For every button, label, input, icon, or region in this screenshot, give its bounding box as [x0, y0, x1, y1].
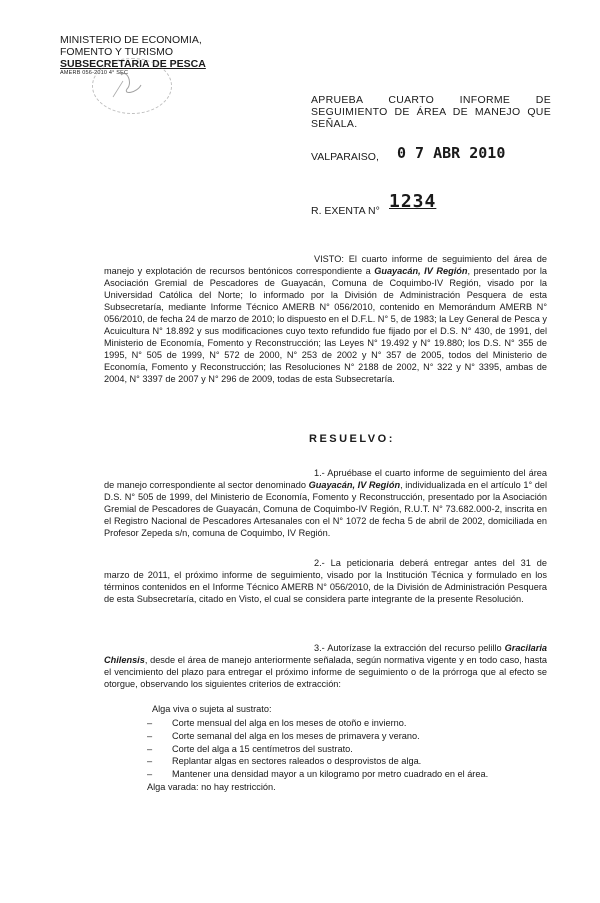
alga-viva-heading: Alga viva o sujeta al sustrato:	[152, 704, 272, 714]
resolution-point-2: 2.- La peticionaria deberá entregar antes del 31 de marzo de 2011, el próximo informe de seguimiento, visado por la Institución Técnica y formulado en los términos contenidos en el Informe Técnico AMERB N° 056/2010, de la División de Administración Pesquera de esta Subsecretaría, citado en Visto, el cual se considera parte integrante de la presente Resolución.	[104, 558, 547, 604]
ministry-name: MINISTERIO DE ECONOMIA,	[60, 34, 202, 46]
list-item: – Corte mensual del alga en los meses de otoño e invierno.	[147, 718, 407, 728]
ministry-subname: FOMENTO Y TURISMO	[60, 46, 173, 58]
file-reference: AMERB 056-2010 4° SEC	[60, 70, 129, 76]
resolution-point-3: 3.- Autorízase la extracción del recurso pelillo Gracilaria Chilensis, desde el área de manejo anteriormente señalada, según normativa vigente y en todo caso, hasta el vencimiento del plazo para entregar el próximo informe de seguimiento o de la prórroga que al efecto se otorgue, observando los siguientes criterios de extracción:	[104, 643, 547, 689]
city-label: VALPARAISO,	[311, 151, 379, 163]
subsecretaria-name: SUBSECRETARIA DE PESCA	[60, 58, 206, 70]
species-name: Gracilaria Chilensis	[104, 643, 547, 665]
exenta-label: R. EXENTA N°	[311, 205, 380, 217]
alga-varada-line: Alga varada: no hay restricción.	[147, 782, 276, 792]
exenta-number: 1234	[389, 191, 437, 212]
initials-stamp	[92, 58, 172, 114]
place-name: Guayacán, IV Región	[374, 266, 468, 276]
list-item: – Corte del alga a 15 centímetros del sustrato.	[147, 743, 353, 754]
list-item: – Mantener una densidad mayor a un kilogramo por metro cuadrado en el área.	[147, 769, 489, 780]
resolution-subject: APRUEBA CUARTO INFORME DE SEGUIMIENTO DE ÁREA DE MANEJO QUE SEÑALA.	[311, 94, 551, 130]
resuelvo-heading: RESUELVO:	[309, 433, 395, 445]
resolution-point-1: 1.- Apruébase el cuarto informe de seguimiento del área de manejo correspondiente al sector denominado Guayacán, IV Región, individualizada en el artículo 1° del D.S. N° 505 de 1999, del Ministerio de Economía, Fomento y Reconstrucción, presentado por la Asociación Gremial de Pescadores de Guayacán, Comuna de Coquimbo-IV Región, R.U.T. N° 73.682.000-2, inscrita en el Registro Nacional de Pescadores Artesanales con el N° 1072 de fecha 5 de abril de 2002, domiciliada en Profesor Zepeda s/n, comuna de Coquimbo, IV Región.	[104, 468, 548, 538]
date-stamp: 0 7 ABR 2010	[397, 144, 506, 162]
place-name: Guayacán, IV Región	[308, 480, 401, 490]
list-item: – Corte semanal del alga en los meses de primavera y verano.	[147, 730, 420, 741]
extraction-criteria-list	[147, 717, 532, 781]
visto-paragraph: VISTO: El cuarto informe de seguimiento del área de manejo y explotación de recursos bentónicos correspondiente a Guayacán, IV Región, presentado por la Asociación Gremial de Pescadores de Guayacán, Comuna de Coquimbo-IV Región, visado por la Universidad Católica del Norte; lo informado por la División de Administración Pesquera de esta Subsecretaría, mediante Informe Técnico AMERB N° 056/2010, contenido en Memorándum AMERB N° 056/2010, de fecha 24 de marzo de 2010; lo dispuesto en el D.F.L. N° 5, de 1983; la Ley General de Pesca y Acuicultura N° 18.892 y sus modificaciones cuyo texto refundido fue fijado por el D.S. N° 430, de 1991, del Ministerio de Economía, Fomento y Reconstrucción; las Leyes N° 19.492 y N° 19.880; los D.S. N° 355 de 1995, N° 505 de 1999, N° 572 de 2000, N° 253 de 2002 y N° 357 de 2005, todos del Ministerio de Economía, Fomento y Reconstrucción; las Resoluciones N° 2188 de 2002, N° 322 y N° 3395, ambas de 2004, N° 3397 de 2007 y N° 296 de 2009, todas de esta Subsecretaría.	[104, 254, 547, 384]
list-item: – Replantar algas en sectores raleados o desprovistos de alga.	[147, 756, 422, 767]
